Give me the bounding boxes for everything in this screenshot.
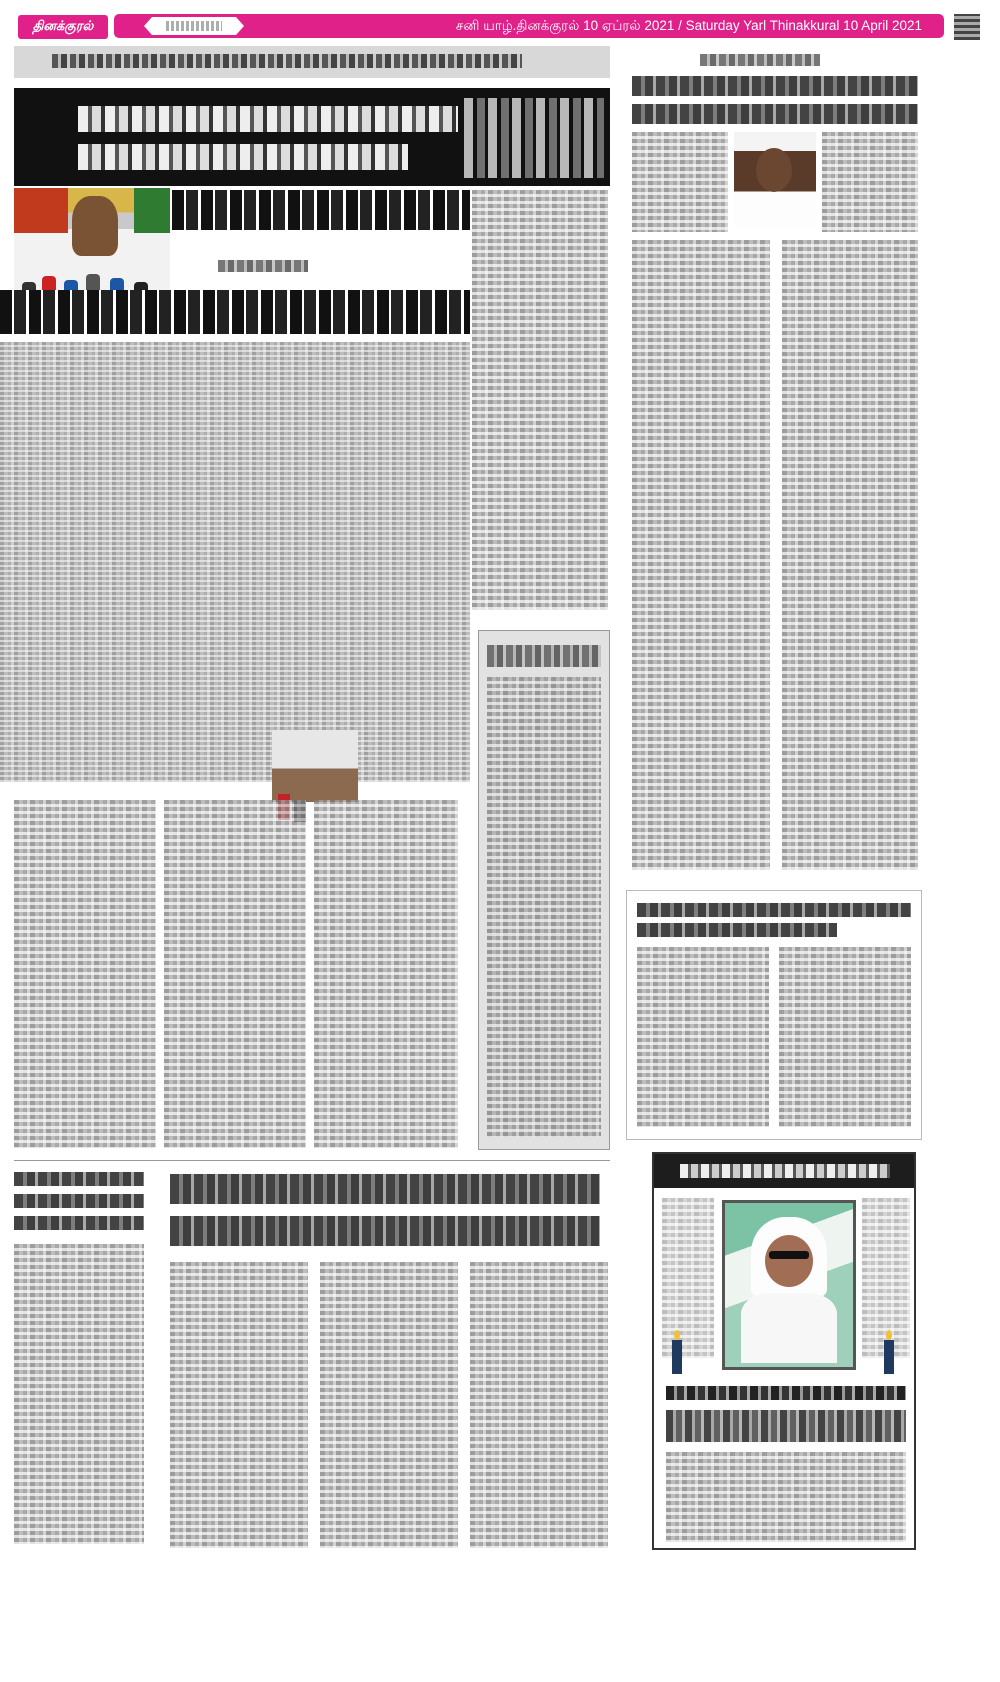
date-bar (114, 14, 944, 38)
right-column-portrait-photo (734, 132, 816, 228)
obituary-title (654, 1154, 914, 1188)
bottom-story-headline-line1 (170, 1174, 600, 1204)
bottom-story-column-3 (470, 1262, 608, 1548)
article-column-3 (314, 800, 458, 1148)
lead-story-deck (0, 290, 470, 334)
article-column-2 (164, 800, 306, 1148)
right-story-intro-b (822, 132, 918, 232)
right-story-intro (632, 132, 728, 232)
obituary-portrait-photo (722, 1200, 856, 1370)
right-story-column-2 (782, 240, 918, 870)
right-boxed-story (626, 890, 922, 1140)
right-story-headline-line1 (632, 76, 918, 96)
obituary-text (666, 1452, 906, 1542)
newspaper-logo: தினக்குரல் (18, 15, 108, 39)
bottom-left-headline-3 (14, 1216, 144, 1230)
bottom-left-headline (14, 1172, 144, 1186)
page-number (954, 14, 980, 40)
bottom-story-column-1 (170, 1262, 308, 1548)
bottom-left-column (14, 1244, 144, 1544)
date-line: சனி யாழ்.தினக்குரல் 10 ஏப்ரல் 2021 / Saturday Yarl Thinakkural 10 April 2021 (455, 18, 922, 33)
bottom-story-column-2 (320, 1262, 458, 1548)
section-tab (144, 17, 244, 35)
sidebar-box (478, 630, 610, 1150)
right-story-headline-line2 (632, 104, 918, 124)
lead-story-byline (218, 260, 308, 272)
masthead (14, 12, 982, 42)
right-story-column-1 (632, 240, 770, 870)
lead-story-kicker (14, 46, 610, 78)
bottom-story-headline-line2 (170, 1216, 600, 1246)
lead-story-subheadline (172, 190, 470, 230)
candle-icon (882, 1330, 896, 1374)
obituary-notice (652, 1152, 916, 1550)
lead-story-body-text (0, 342, 470, 782)
lead-story-side-column (472, 190, 608, 610)
article-column-1 (14, 800, 156, 1148)
candle-icon (670, 1330, 684, 1374)
lead-story-headline (14, 88, 610, 186)
right-story-kicker (700, 54, 820, 66)
bottom-left-headline-2 (14, 1194, 144, 1208)
section-divider (14, 1160, 610, 1161)
obituary-name (666, 1386, 906, 1400)
obituary-subtitle (666, 1410, 906, 1442)
